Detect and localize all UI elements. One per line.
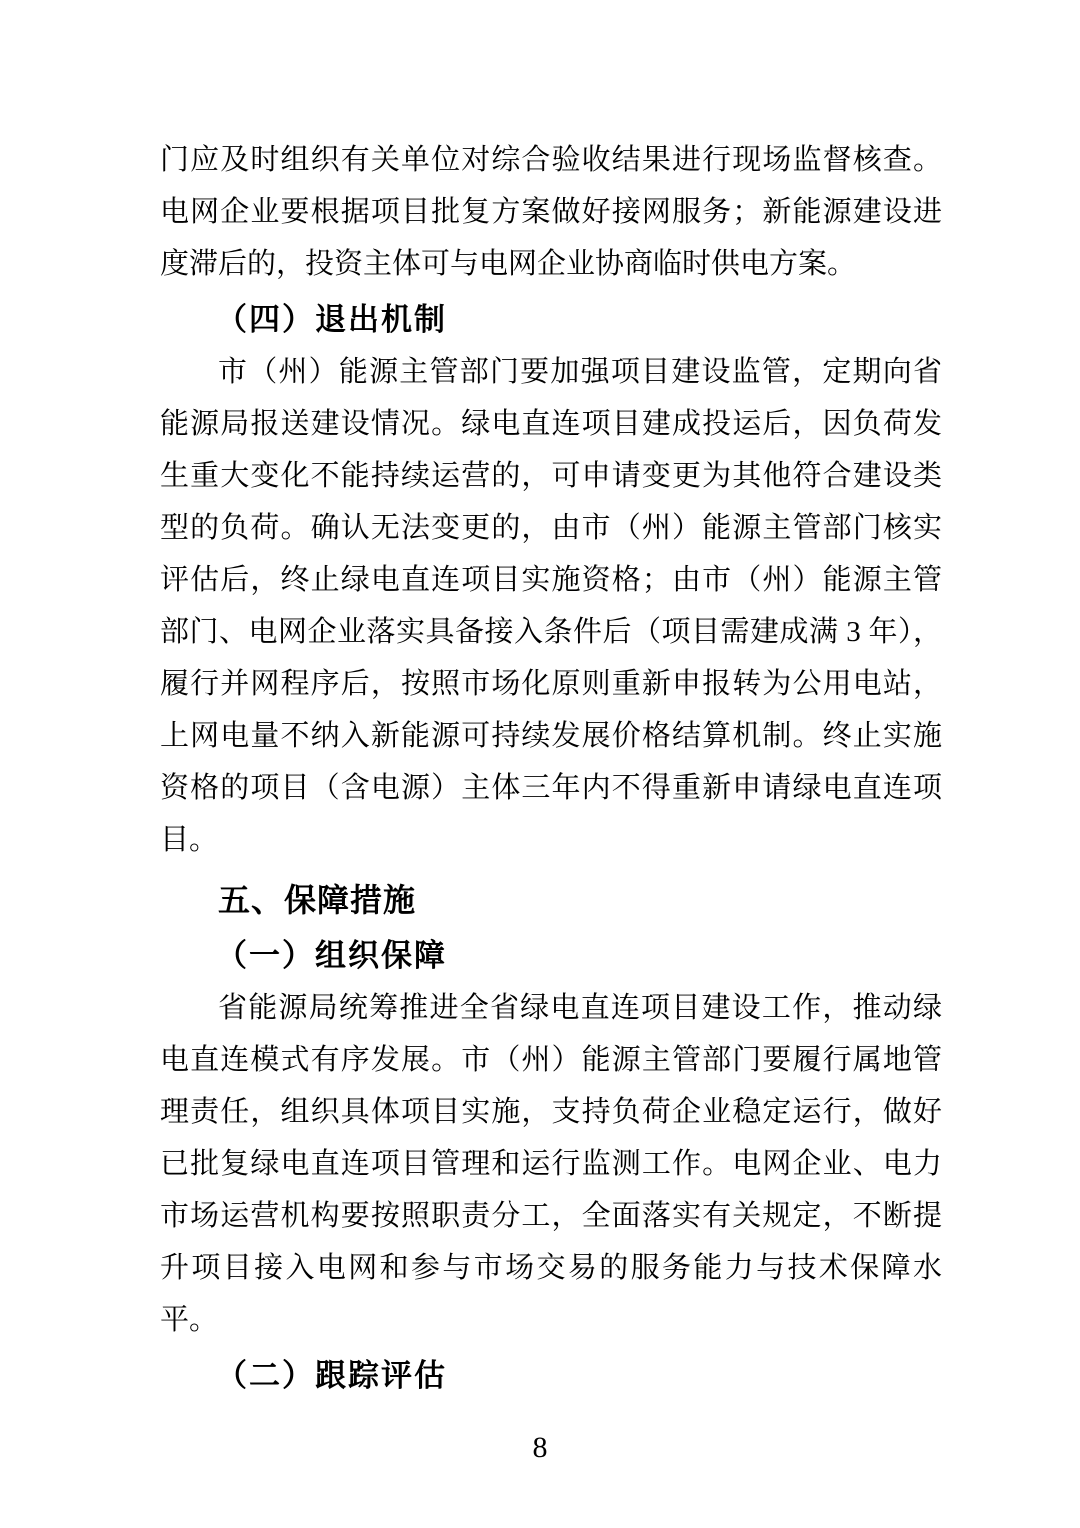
body-line: 履行并网程序后，按照市场化原则重新申报转为公用电站， [160,668,942,700]
body-line: 度滞后的，投资主体可与电网企业协商临时供电方案。 [160,248,857,280]
paragraph-organizational-safeguard [160,982,942,1346]
body-line: 电网企业要根据项目批复方案做好接网服务；新能源建设进 [160,196,942,228]
body-line: 生重大变化不能持续运营的，可申请变更为其他符合建设类 [160,460,942,492]
document-text-block [160,134,942,1402]
paragraph-exit-mechanism [160,346,942,866]
body-line: 型的负荷。确认无法变更的，由市（州）能源主管部门核实 [160,512,942,544]
subsection-heading-organizational-safeguard: （一）组织保障 [216,938,447,973]
body-line: 升项目接入电网和参与市场交易的服务能力与技术保障水 [160,1252,942,1284]
body-line: 电直连模式有序发展。市（州）能源主管部门要履行属地管 [160,1044,942,1076]
body-line: 能源局报送建设情况。绿电直连项目建成投运后，因负荷发 [160,408,942,440]
body-line: 理责任，组织具体项目实施，支持负荷企业稳定运行，做好 [160,1096,942,1128]
body-line: 资格的项目（含电源）主体三年内不得重新申请绿电直连项 [160,772,942,804]
body-line: 部门、电网企业落实具备接入条件后（项目需建成满 3 年）， [160,616,942,648]
subsection-heading-exit-mechanism: （四）退出机制 [216,302,447,337]
body-line: 上网电量不纳入新能源可持续发展价格结算机制。终止实施 [160,720,942,752]
body-line: 市（州）能源主管部门要加强项目建设监管，定期向省 [218,356,942,388]
paragraph-acceptance-continued [160,134,942,290]
body-line: 省能源局统筹推进全省绿电直连项目建设工作，推动绿 [218,992,942,1024]
body-line: 市场运营机构要按照职责分工，全面落实有关规定，不断提 [160,1200,942,1232]
subsection-heading-tracking-evaluation: （二）跟踪评估 [216,1358,447,1393]
body-line: 平。 [160,1304,219,1336]
body-line: 门应及时组织有关单位对综合验收结果进行现场监督核查。 [160,144,942,176]
body-line: 已批复绿电直连项目管理和运行监测工作。电网企业、电力 [160,1148,942,1180]
body-line: 评估后，终止绿电直连项目实施资格；由市（州）能源主管 [160,564,942,596]
page-number: 8 [532,1431,548,1464]
section-heading-safeguard-measures: 五、保障措施 [218,882,417,918]
body-line: 目。 [160,824,219,856]
